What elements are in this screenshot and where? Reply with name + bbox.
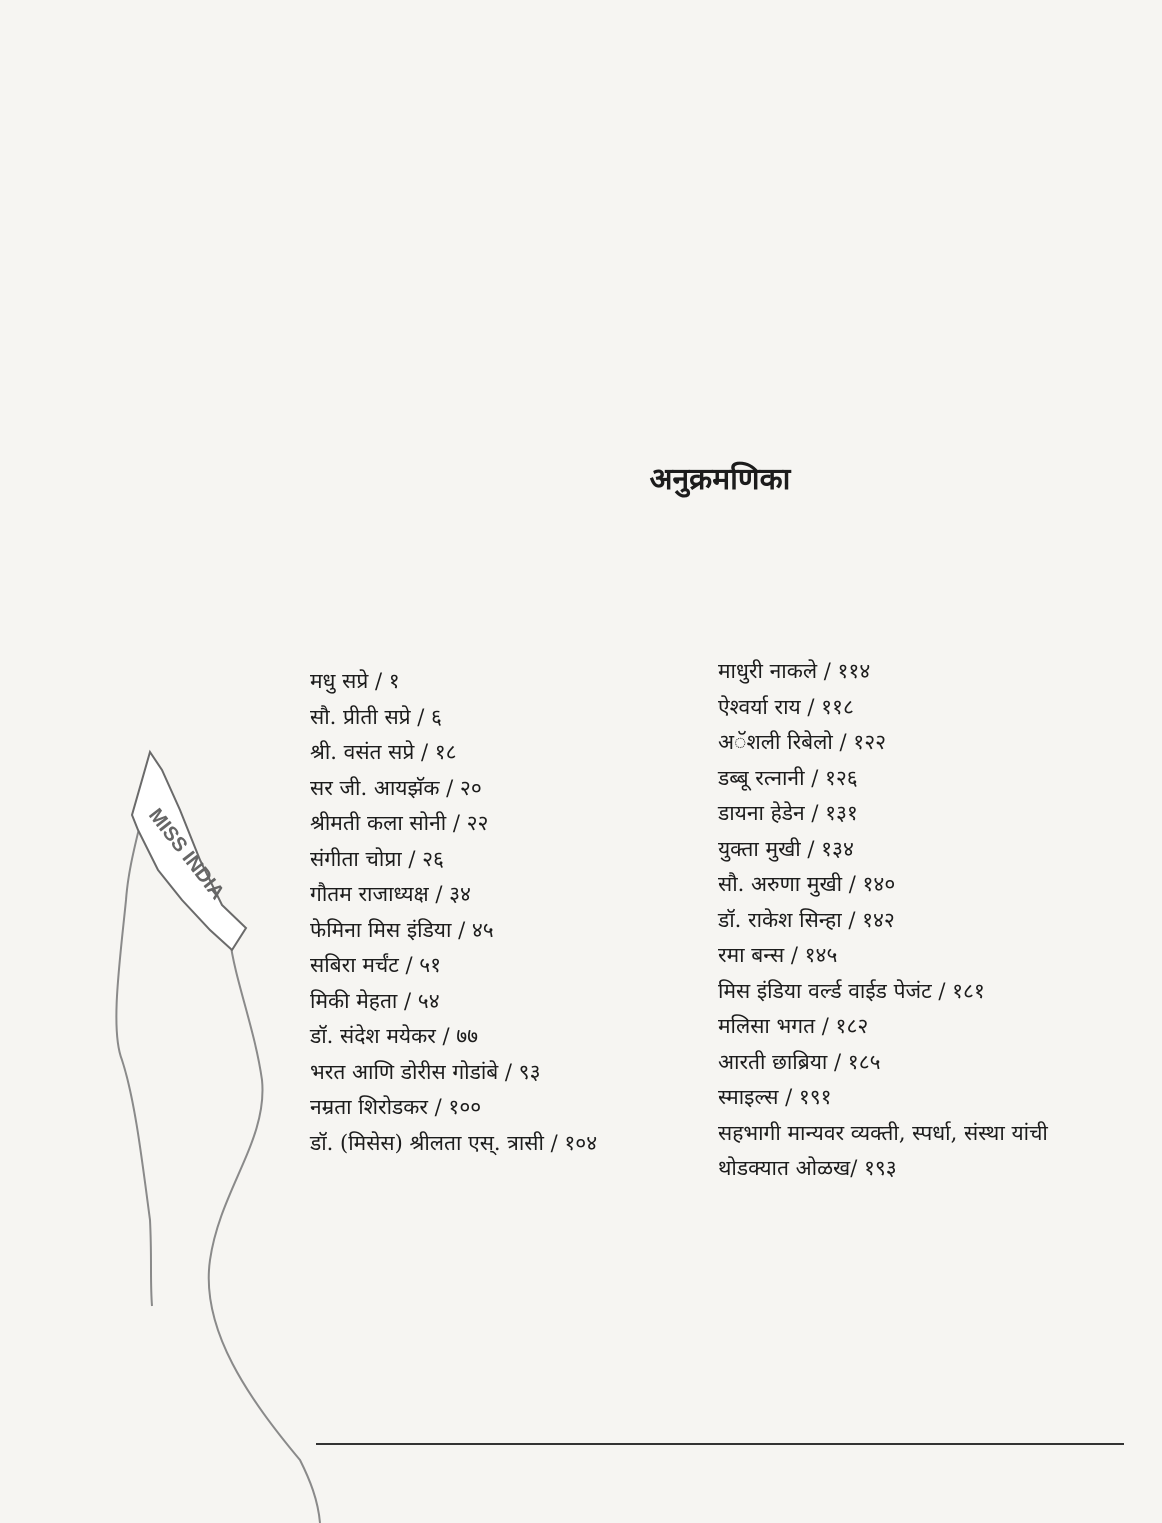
contents-entry: श्रीमती कला सोनी / २२ xyxy=(310,811,489,835)
bottom-divider xyxy=(316,1443,1124,1445)
contents-entry: मिस इंडिया वर्ल्ड वाईड पेजंट / १८१ xyxy=(718,978,985,1003)
contents-entry: नम्रता शिरोडकर / १०० xyxy=(310,1095,482,1119)
contents-entry: डब्बू रत्नानी / १२६ xyxy=(718,765,858,790)
contents-entry: संगीता चोप्रा / २६ xyxy=(310,846,444,871)
contents-entry: गौतम राजाध्यक्ष / ३४ xyxy=(310,882,471,906)
page-title: अनुक्रमणिका xyxy=(649,462,791,497)
contents-entry: श्री. वसंत सप्रे / १८ xyxy=(310,740,457,764)
contents-entry: सहभागी मान्यवर व्यक्ती, स्पर्धा, संस्था यांची थोडक्यात ओळख/ १९३ xyxy=(718,1120,1048,1180)
sash-text: MISS INDIA xyxy=(144,804,229,904)
contents-entry: माधुरी नाकले / ११४ xyxy=(718,659,871,683)
contents-list-right xyxy=(718,654,1138,1187)
contents-entry: युक्ता मुखी / १३४ xyxy=(718,836,854,861)
contents-entry: सौ. प्रीती सप्रे / ६ xyxy=(310,704,442,729)
contents-entry: डॉ. राकेश सिन्हा / १४२ xyxy=(718,907,895,932)
contents-entry: मलिसा भगत / १८२ xyxy=(718,1014,869,1038)
contents-entry: भरत आणि डोरीस गोडांबे / ९३ xyxy=(310,1059,541,1084)
contents-entry: ऐश्वर्या राय / ११८ xyxy=(718,694,854,719)
contents-entry: सौ. अरुणा मुखी / १४० xyxy=(718,872,896,896)
contents-entry: सर जी. आयझॅक / २० xyxy=(310,775,482,800)
contents-entry: अॅशली रिबेलो / १२२ xyxy=(718,730,887,754)
contents-entry: रमा बन्स / १४५ xyxy=(718,943,838,967)
contents-list-left xyxy=(310,664,710,1161)
contents-entry: डॉ. (मिसेस) श्रीलता एस्. त्रासी / १०४ xyxy=(310,1130,598,1155)
contents-entry: आरती छाब्रिया / १८५ xyxy=(718,1049,881,1074)
contents-entry: डायना हेडेन / १३१ xyxy=(718,801,858,825)
contents-entry: मधु सप्रे / १ xyxy=(310,669,400,693)
contents-entry: डॉ. संदेश मयेकर / ७७ xyxy=(310,1024,479,1048)
contents-entry: फेमिना मिस इंडिया / ४५ xyxy=(310,917,494,942)
contents-entry: सबिरा मर्चंट / ५१ xyxy=(310,953,442,977)
contents-entry: स्माइल्स / १९१ xyxy=(718,1085,832,1109)
contents-entry: मिकी मेहता / ५४ xyxy=(310,988,440,1013)
